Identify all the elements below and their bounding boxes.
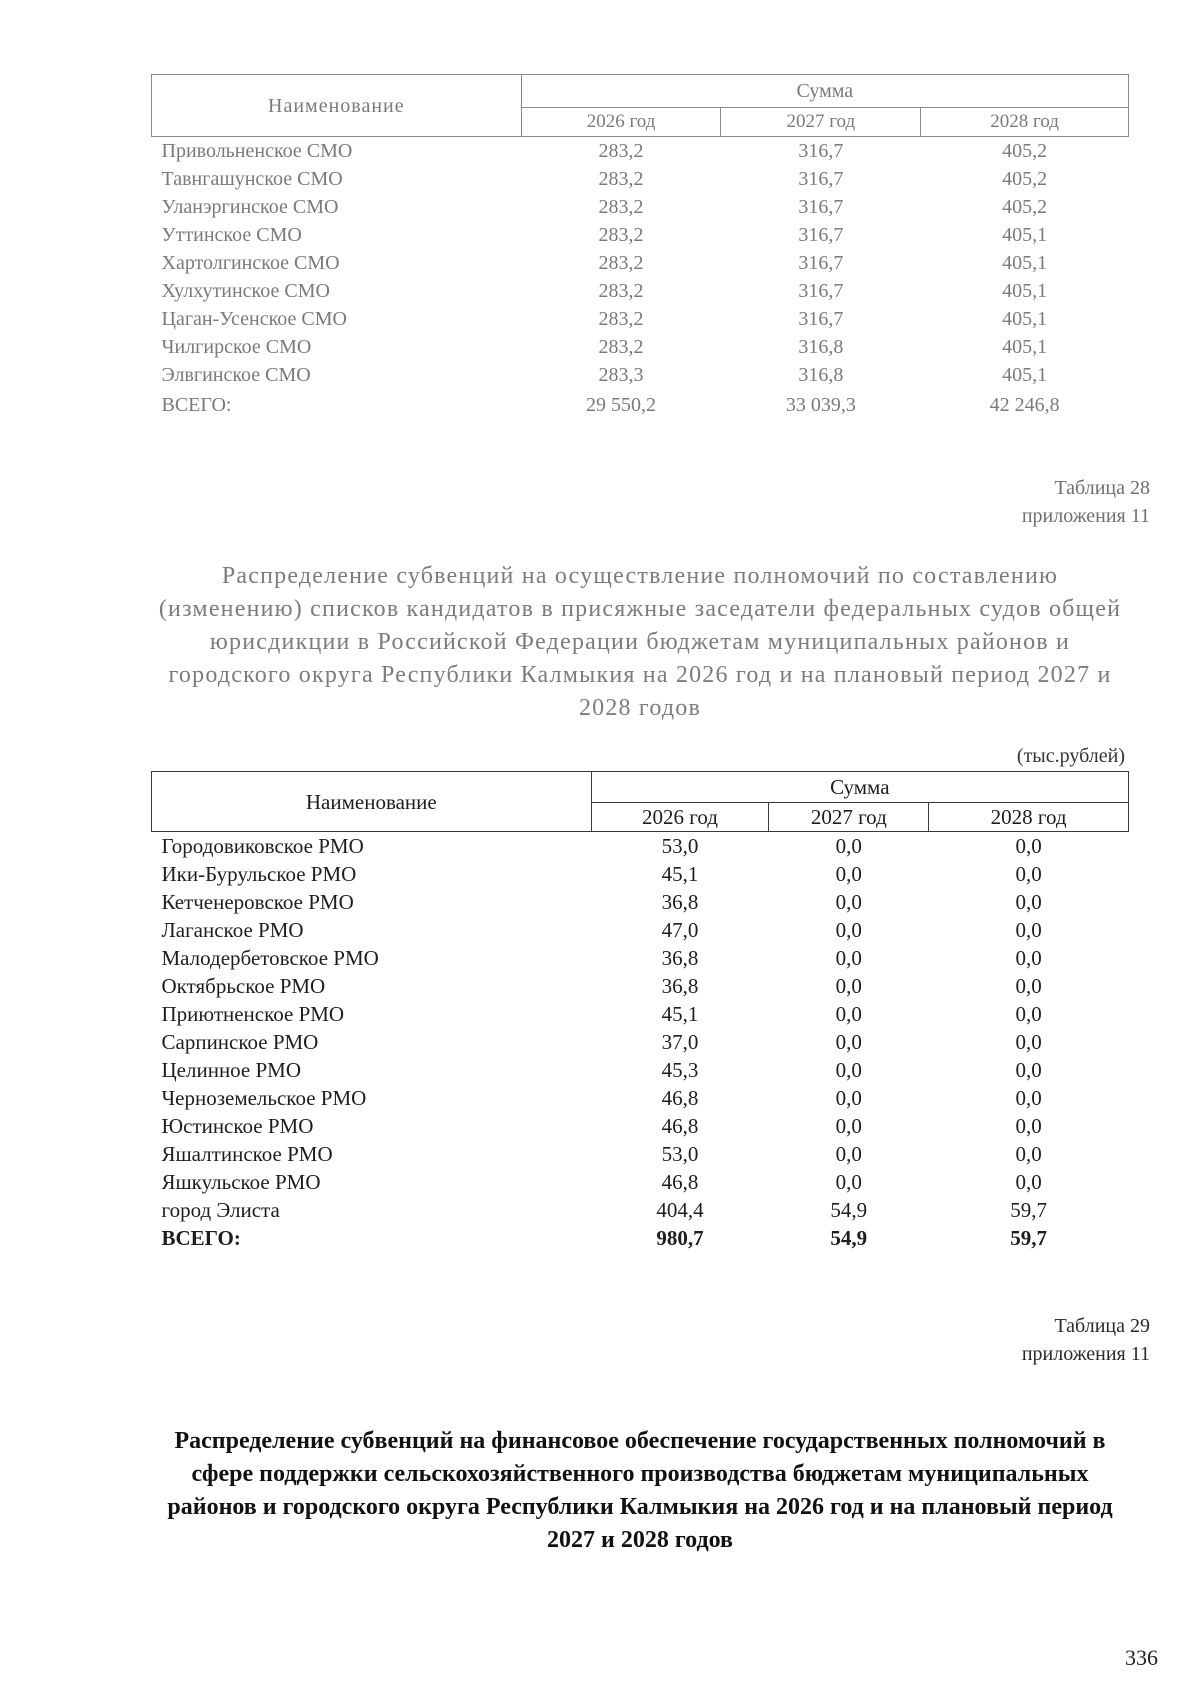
table-row bbox=[152, 165, 1129, 193]
cell-2028: 0,0 bbox=[1015, 834, 1042, 858]
cell-2027: 316,8 bbox=[798, 336, 844, 358]
table-row bbox=[152, 916, 1129, 944]
page-number: 336 bbox=[1125, 1645, 1158, 1670]
table-body bbox=[152, 832, 1129, 1253]
table-row bbox=[152, 221, 1129, 249]
table-row bbox=[152, 305, 1129, 333]
cell-2026: 37,0 bbox=[661, 1030, 699, 1054]
cell-2026: 283,2 bbox=[598, 168, 644, 190]
table-row bbox=[152, 972, 1129, 1000]
cell-2027: 0,0 bbox=[835, 834, 862, 858]
row-name: Сарпинское РМО bbox=[161, 1030, 319, 1054]
cell-2027: 0,0 bbox=[835, 1058, 862, 1082]
appendix-reference: приложения 11 bbox=[1021, 1343, 1150, 1365]
row-name: Яшкульское РМО bbox=[161, 1170, 321, 1194]
cell-2026: 53,0 bbox=[661, 1142, 699, 1166]
cell-2026: 36,8 bbox=[661, 946, 699, 970]
cell-2027: 0,0 bbox=[835, 974, 862, 998]
cell-2026: 283,3 bbox=[598, 364, 644, 386]
cell-2028: 0,0 bbox=[1015, 1002, 1042, 1026]
table-body bbox=[152, 137, 1129, 420]
table-row bbox=[152, 1084, 1129, 1112]
cell-2028: 0,0 bbox=[1015, 1086, 1042, 1110]
cell-2026: 283,2 bbox=[598, 224, 644, 246]
cell-2028: 0,0 bbox=[1015, 1114, 1042, 1138]
cell-2027: 0,0 bbox=[835, 918, 862, 942]
table-row bbox=[152, 1168, 1129, 1196]
cell-2028: 0,0 bbox=[1015, 1142, 1042, 1166]
cell-2026: 46,8 bbox=[661, 1170, 699, 1194]
table-number: Таблица 29 bbox=[1054, 1315, 1150, 1337]
row-name: город Элиста bbox=[161, 1198, 280, 1222]
cell-2027: 316,7 bbox=[798, 308, 844, 330]
cell-2027: 316,7 bbox=[798, 196, 844, 218]
table-smo-continued bbox=[151, 74, 1129, 419]
table-rmo bbox=[151, 771, 1129, 1252]
cell-2026: 283,2 bbox=[598, 196, 644, 218]
table-row bbox=[152, 860, 1129, 888]
row-name: Октябрьское РМО bbox=[161, 974, 326, 998]
table-row bbox=[152, 1056, 1129, 1084]
cell-2028: 0,0 bbox=[1015, 918, 1042, 942]
table-row bbox=[152, 333, 1129, 361]
table-row bbox=[152, 277, 1129, 305]
column-header-sum: Сумма bbox=[591, 772, 1128, 803]
row-name: Тавнгашунское СМО bbox=[161, 168, 343, 190]
row-name: Хартолгинское СМО bbox=[161, 252, 340, 274]
column-header-sum: Сумма bbox=[521, 75, 1128, 108]
cell-2026: 283,2 bbox=[598, 140, 644, 162]
cell-2028: 0,0 bbox=[1015, 1170, 1042, 1194]
total-row bbox=[152, 389, 1129, 419]
table-number: Таблица 28 bbox=[1054, 477, 1150, 499]
row-name: Юстинское РМО bbox=[161, 1114, 314, 1138]
total-cell-2028: 42 246,8 bbox=[989, 394, 1060, 416]
table-reference bbox=[1022, 1312, 1150, 1368]
cell-2027: 0,0 bbox=[835, 1142, 862, 1166]
row-name: Элвгинское СМО bbox=[161, 364, 311, 386]
cell-2028: 405,2 bbox=[1002, 168, 1048, 190]
total-cell-2027: 54,9 bbox=[830, 1226, 868, 1250]
table-row bbox=[152, 361, 1129, 389]
cell-2027: 316,7 bbox=[798, 280, 844, 302]
cell-2026: 46,8 bbox=[661, 1086, 699, 1110]
cell-2027: 0,0 bbox=[835, 1114, 862, 1138]
total-row-name: ВСЕГО: bbox=[161, 1226, 241, 1250]
cell-2028: 0,0 bbox=[1015, 946, 1042, 970]
row-name: Хулхутинское СМО bbox=[161, 280, 330, 302]
cell-2026: 53,0 bbox=[661, 834, 699, 858]
cell-2027: 0,0 bbox=[835, 1170, 862, 1194]
table-row bbox=[152, 1000, 1129, 1028]
table-row bbox=[152, 1028, 1129, 1056]
row-name: Приютненское РМО bbox=[161, 1002, 345, 1026]
cell-2028: 405,2 bbox=[1002, 196, 1048, 218]
total-cell-2028: 59,7 bbox=[1010, 1226, 1047, 1250]
table-row bbox=[152, 888, 1129, 916]
table-row bbox=[152, 944, 1129, 972]
cell-2027: 0,0 bbox=[835, 1030, 862, 1054]
cell-2026: 36,8 bbox=[661, 890, 699, 914]
column-header-2027: 2027 год bbox=[721, 108, 921, 137]
table-row bbox=[152, 249, 1129, 277]
cell-2028: 405,1 bbox=[1002, 364, 1048, 386]
table-reference bbox=[1022, 474, 1150, 530]
cell-2028: 0,0 bbox=[1015, 1058, 1042, 1082]
row-name: Уланэргинское СМО bbox=[161, 196, 339, 218]
cell-2028: 405,1 bbox=[1002, 280, 1048, 302]
table-row bbox=[152, 1196, 1129, 1224]
cell-2027: 316,7 bbox=[798, 224, 844, 246]
cell-2028: 59,7 bbox=[1010, 1198, 1047, 1222]
table-row bbox=[152, 1140, 1129, 1168]
cell-2028: 0,0 bbox=[1015, 974, 1042, 998]
cell-2028: 0,0 bbox=[1015, 1030, 1042, 1054]
column-header-2027: 2027 год bbox=[769, 803, 929, 832]
cell-2028: 405,1 bbox=[1002, 308, 1048, 330]
cell-2028: 405,1 bbox=[1002, 252, 1048, 274]
cell-2028: 0,0 bbox=[1015, 862, 1042, 886]
row-name: Кетченеровское РМО bbox=[161, 890, 354, 914]
row-name: Ики-Бурульское РМО bbox=[161, 862, 357, 886]
cell-2026: 283,2 bbox=[598, 252, 644, 274]
row-name: Городовиковское РМО bbox=[161, 834, 364, 858]
total-cell-2026: 29 550,2 bbox=[586, 394, 657, 416]
cell-2026: 45,1 bbox=[661, 862, 699, 886]
appendix-reference: приложения 11 bbox=[1021, 505, 1150, 527]
cell-2026: 283,2 bbox=[598, 336, 644, 358]
row-name: Малодербетовское РМО bbox=[161, 946, 379, 970]
total-row-name: ВСЕГО: bbox=[161, 394, 232, 416]
column-header-name: Наименование bbox=[152, 772, 592, 832]
cell-2026: 36,8 bbox=[661, 974, 699, 998]
table-row bbox=[152, 832, 1129, 861]
cell-2026: 47,0 bbox=[661, 918, 699, 942]
cell-2026: 283,2 bbox=[598, 280, 644, 302]
column-header-2028: 2028 год bbox=[929, 803, 1129, 832]
cell-2028: 405,2 bbox=[1002, 140, 1048, 162]
column-header-2026: 2026 год bbox=[591, 803, 769, 832]
cell-2027: 0,0 bbox=[835, 1086, 862, 1110]
row-name: Цаган-Усенское СМО bbox=[161, 308, 347, 330]
row-name: Черноземельское РМО bbox=[161, 1086, 367, 1110]
row-name: Яшалтинское РМО bbox=[161, 1142, 333, 1166]
cell-2026: 404,4 bbox=[656, 1198, 704, 1222]
cell-2027: 0,0 bbox=[835, 946, 862, 970]
table-title: Распределение субвенций на осуществление полномочий по составлению (изменению) списков кандидатов в присяжные заседатели федеральных судов общей юрисдикции в Российской Федерации бюджетам муниципальных районов и городского округа Республики Калмыкия на 2026 год и на плановый период 2027 и 2028 годов bbox=[158, 563, 1122, 721]
total-row bbox=[152, 1224, 1129, 1252]
column-header-2026: 2026 год bbox=[521, 108, 721, 137]
cell-2028: 405,1 bbox=[1002, 336, 1048, 358]
cell-2028: 405,1 bbox=[1002, 224, 1048, 246]
row-name: Лаганское РМО bbox=[161, 918, 304, 942]
table-title: Распределение субвенций на финансовое обеспечение государственных полномочий в сфере поддержки сельскохозяйственного производства бюджетам муниципальных районов и городского округа Республики Калмыкия на 2026 год и на плановый период 2027 и 2028 годов bbox=[167, 1428, 1113, 1553]
table-row bbox=[152, 193, 1129, 221]
row-name: Уттинское СМО bbox=[161, 224, 302, 246]
column-header-name: Наименование bbox=[152, 75, 522, 137]
row-name: Чилгирское СМО bbox=[161, 336, 312, 358]
row-name: Привольненское СМО bbox=[161, 140, 353, 162]
cell-2027: 0,0 bbox=[835, 1002, 862, 1026]
total-cell-2026: 980,7 bbox=[656, 1226, 704, 1250]
units-label: (тыс.рублей) bbox=[1016, 745, 1125, 767]
cell-2027: 0,0 bbox=[835, 890, 862, 914]
table-row bbox=[152, 1112, 1129, 1140]
column-header-2028: 2028 год bbox=[921, 108, 1129, 137]
cell-2026: 45,3 bbox=[661, 1058, 699, 1082]
table-row bbox=[152, 137, 1129, 166]
row-name: Целинное РМО bbox=[161, 1058, 302, 1082]
total-cell-2027: 33 039,3 bbox=[785, 394, 856, 416]
cell-2027: 316,7 bbox=[798, 140, 844, 162]
cell-2026: 283,2 bbox=[598, 308, 644, 330]
cell-2027: 316,7 bbox=[798, 168, 844, 190]
cell-2028: 0,0 bbox=[1015, 890, 1042, 914]
cell-2027: 0,0 bbox=[835, 862, 862, 886]
cell-2027: 316,8 bbox=[798, 364, 844, 386]
cell-2026: 46,8 bbox=[661, 1114, 699, 1138]
cell-2027: 316,7 bbox=[798, 252, 844, 274]
cell-2026: 45,1 bbox=[661, 1002, 699, 1026]
cell-2027: 54,9 bbox=[830, 1198, 868, 1222]
